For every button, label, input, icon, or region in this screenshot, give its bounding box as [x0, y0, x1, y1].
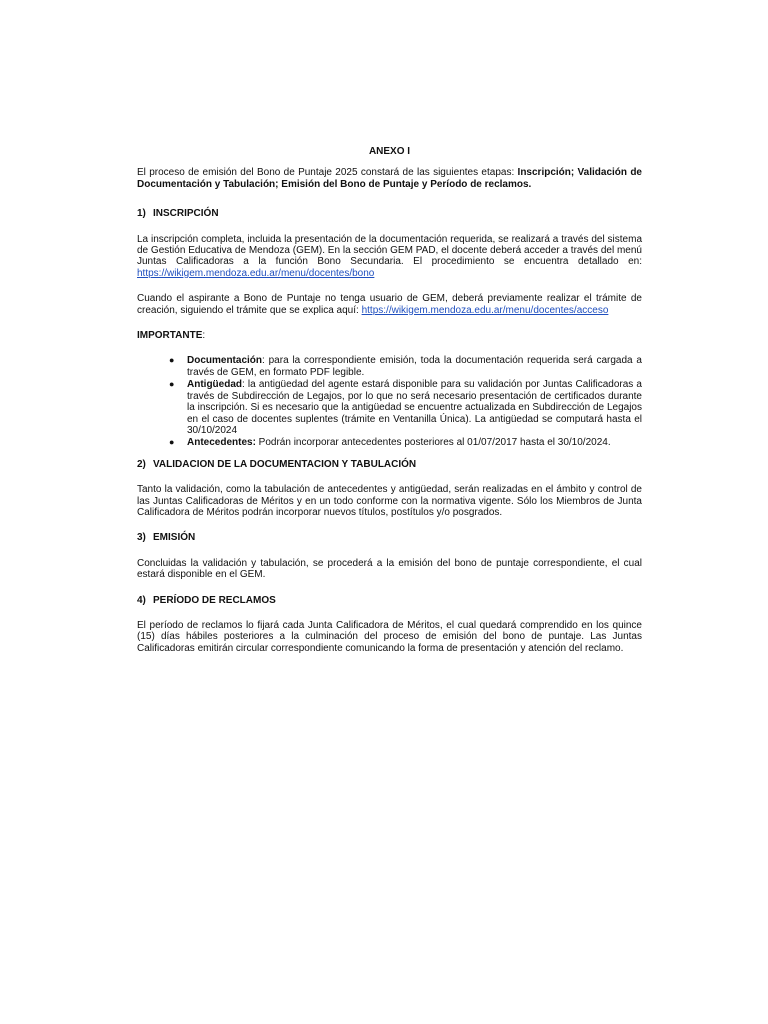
bullet-item-documentacion: [169, 355, 642, 378]
acceso-link[interactable]: https://wikigem.mendoza.edu.ar/menu/docentes/acceso: [361, 304, 609, 316]
intro-paragraph: [137, 167, 642, 190]
bullet-text: : para la correspondiente emisión, toda la documentación requerida será cargada a través de GEM, en formato PDF legible.: [187, 355, 642, 378]
intro-bold: Inscripción; Validación de Documentación y Tabulación; Emisión del Bono de Puntaje y Período de reclamos.: [137, 167, 642, 190]
important-text: IMPORTANTE: [137, 330, 203, 342]
important-bullet-list: [137, 355, 642, 448]
bullet-dot-icon: ●: [169, 355, 175, 366]
bullet-label: Antecedentes:: [187, 437, 256, 449]
important-colon: :: [202, 330, 206, 342]
intro-text: El proceso de emisión del Bono de Puntaje 2025 constará de las siguientes etapas:: [137, 167, 518, 179]
bono-link[interactable]: https://wikigem.mendoza.edu.ar/menu/docentes/bono: [137, 267, 375, 279]
bullet-label: Documentación: [187, 355, 263, 367]
section-2-number: 2): [137, 458, 146, 470]
section-1-number: 1): [137, 208, 146, 220]
bullet-label: Antigüedad: [187, 379, 242, 391]
bullet-item-antiguedad: [169, 379, 642, 436]
section-4-number: 4): [137, 594, 146, 606]
section-1-heading: [137, 208, 642, 219]
section-3-heading: [137, 532, 642, 543]
section-4-title: PERÍODO DE RECLAMOS: [153, 594, 276, 606]
section-2-paragraph: Tanto la validación, como la tabulación de antecedentes y antigüedad, serán realizadas en el ámbito y control de las Juntas Calificadoras de Méritos y en un todo conforme con la normativa vigente. Sólo los Miembros de Junta Calificadora de Méritos podrán incorporar nuevos títulos, postítulos y/o posgrados.: [137, 484, 642, 518]
section-4-heading: [137, 595, 642, 606]
important-label: [137, 330, 642, 341]
bullet-dot-icon: ●: [169, 379, 175, 390]
bullet-text: : la antigüedad del agente estará disponible para su validación por Juntas Calificadoras a través de Subdirección de Legajos, por lo que no será necesario presentación de certificados durante la inscripción. Si es necesario que la antigüedad se encuentre actualizada en Subdirección de Legajos en el caso de docentes suplentes (trámite en Ventanilla Única). La antigüedad se computará hasta el 30/10/2024: [187, 379, 642, 436]
section-2-heading: [137, 459, 642, 470]
section-4-paragraph: El período de reclamos lo fijará cada Junta Calificadora de Méritos, el cual quedará comprendido en los quince (15) días hábiles posteriores a la culminación del proceso de emisión del bono de puntaje. Las Juntas Calificadoras emitirán circular correspondiente comunicando la forma de presentación y atención del reclamo.: [137, 619, 642, 654]
section-2-title: VALIDACION DE LA DOCUMENTACION Y TABULACIÓN: [153, 458, 417, 470]
bullet-item-antecedentes: [169, 437, 642, 449]
section-3-paragraph: Concluidas la validación y tabulación, se procederá a la emisión del bono de puntaje correspondiente, el cual estará disponible en el GEM.: [137, 557, 642, 581]
bullet-dot-icon: ●: [169, 437, 175, 448]
section-3-title: EMISIÓN: [153, 532, 196, 544]
section-1-title: INSCRIPCIÓN: [153, 208, 219, 220]
page-title: ANEXO I: [368, 146, 411, 157]
section-1-para1-text: La inscripción completa, incluida la presentación de la documentación requerida, se realizará a través del sistema de Gestión Educativa de Mendoza (GEM). En la sección GEM PAD, el docente deberá acceder a través del menú Juntas Calificadoras a la función Bono Secundaria. El procedimiento se encuentra detallado en:: [137, 233, 642, 268]
section-1-paragraph-1: [137, 234, 642, 280]
section-1-paragraph-2: [137, 293, 642, 316]
bullet-text: Podrán incorporar antecedentes posteriores al 01/07/2017 hasta el 30/10/2024.: [255, 437, 611, 449]
section-1-para2-text: Cuando el aspirante a Bono de Puntaje no tenga usuario de GEM, deberá previamente realizar el trámite de creación, siguiendo el trámite que se explica aquí:: [137, 293, 642, 316]
section-3-number: 3): [137, 532, 146, 544]
